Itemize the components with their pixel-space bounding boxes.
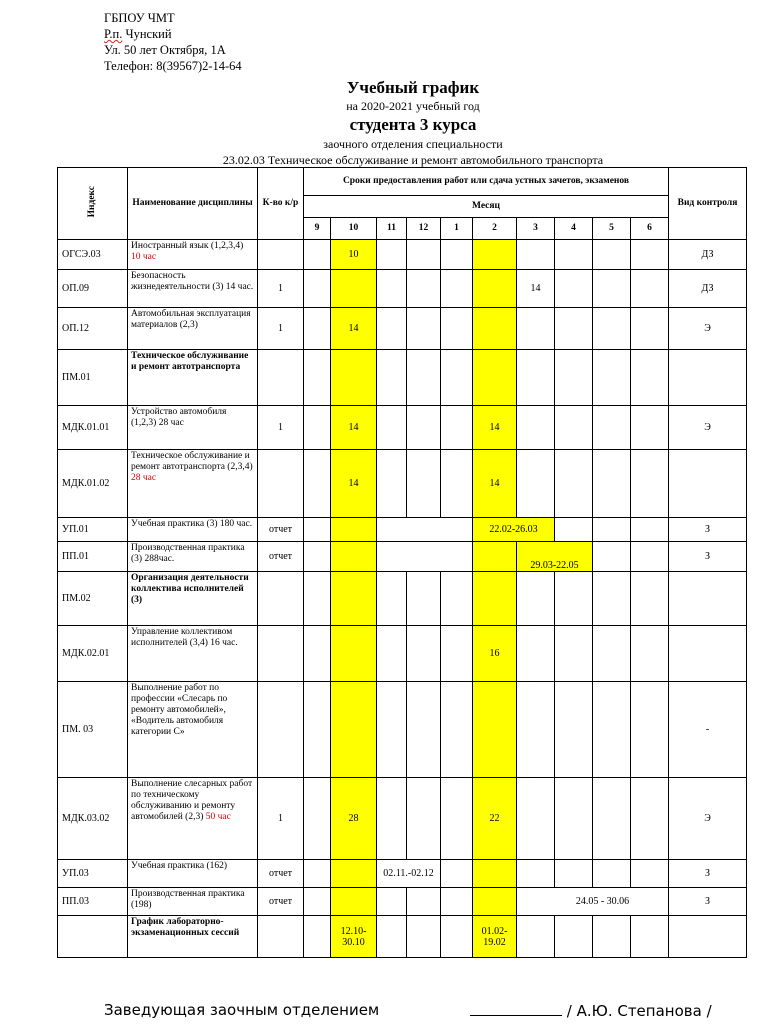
row-index: УП.03 — [58, 860, 128, 888]
row-index: МДК.01.02 — [58, 450, 128, 518]
month-header: 9 — [304, 218, 331, 240]
row-index: ПМ.02 — [58, 572, 128, 626]
row-control: - — [669, 682, 747, 778]
row-index: МДК.02.01 — [58, 626, 128, 682]
month-header: 10 — [331, 218, 377, 240]
month-header: 5 — [593, 218, 631, 240]
table-row — [58, 682, 747, 778]
table-row — [58, 450, 747, 518]
row-count: отчет — [258, 542, 304, 572]
table-row — [58, 270, 747, 308]
table-row — [58, 308, 747, 350]
row-count: отчет — [258, 888, 304, 916]
header-name: Наименование дисциплины — [128, 168, 258, 240]
row-name: Управление коллективом исполнителей (3,4) 16 час. — [128, 626, 258, 682]
cell-month-10: 28 — [331, 778, 377, 860]
doc-student: студента 3 курса — [349, 115, 477, 134]
row-name: Организация деятельности коллектива исполнителей (3) — [128, 572, 258, 626]
footer-signatory: / А.Ю. Степанова / — [562, 1002, 712, 1020]
row-name: График лабораторно-экзаменационных сессий — [128, 916, 258, 958]
organization-block — [104, 10, 242, 74]
row-index: ПП.01 — [58, 542, 128, 572]
cell-period: 22.02-26.03 — [473, 518, 555, 542]
table-row — [58, 542, 747, 572]
header-control: Вид контроля — [669, 168, 747, 240]
footer-position: Заведующая заочным отделением — [104, 1001, 380, 1019]
cell-month-2: 14 — [473, 406, 517, 450]
row-name: Автомобильная эксплуатация материалов (2,3) — [128, 308, 258, 350]
header-terms: Сроки предоставления работ или сдача устных зачетов, экзаменов — [304, 168, 669, 196]
cell-month-2: 14 — [473, 450, 517, 518]
month-header: 2 — [473, 218, 517, 240]
header-count: К-во к/р — [258, 168, 304, 240]
row-name: Производственная практика (198) — [128, 888, 258, 916]
row-control: З — [669, 542, 747, 572]
signature-line — [470, 1001, 562, 1016]
row-index: ОП.09 — [58, 270, 128, 308]
row-count: 1 — [258, 778, 304, 860]
row-name: Устройство автомобиля (1,2,3) 28 час — [128, 406, 258, 450]
row-count: отчет — [258, 518, 304, 542]
table-row — [58, 860, 747, 888]
cell-month-10: 12.10-30.10 — [331, 916, 377, 958]
row-control: З — [669, 888, 747, 916]
doc-specialty: 23.02.03 Техническое обслуживание и ремонт автомобильного транспорта — [222, 153, 604, 167]
row-count: отчет — [258, 860, 304, 888]
month-header: 1 — [441, 218, 473, 240]
row-index: ОГСЭ.03 — [58, 240, 128, 270]
table-row — [58, 518, 747, 542]
row-index: МДК.03.02 — [58, 778, 128, 860]
table-row — [58, 916, 747, 958]
row-name: Безопасность жизнедеятельности (3) 14 час. — [128, 270, 258, 308]
row-name: Техническое обслуживание и ремонт автотранспорта — [128, 350, 258, 406]
row-name: Выполнение работ по профессии «Слесарь по ремонту автомобилей», «Водитель автомобиля категории С» — [128, 682, 258, 778]
doc-title: Учебный график — [346, 78, 480, 97]
cell-month-10: 14 — [331, 450, 377, 518]
row-control: З — [669, 860, 747, 888]
table-row — [58, 778, 747, 860]
cell-month-2: 22 — [473, 778, 517, 860]
org-phone: Телефон: 8(39567)2-14-64 — [104, 59, 242, 73]
row-count: 1 — [258, 308, 304, 350]
doc-year: на 2020-2021 учебный год — [346, 99, 480, 113]
row-index: УП.01 — [58, 518, 128, 542]
month-header: 4 — [555, 218, 593, 240]
header-index: Индекс — [58, 168, 128, 240]
table-row — [58, 240, 747, 270]
month-header: 12 — [407, 218, 441, 240]
cell-month-10: 10 — [331, 240, 377, 270]
header-month: Месяц — [304, 196, 669, 218]
cell-month-2: 01.02-19.02 — [473, 916, 517, 958]
row-index: ПП.03 — [58, 888, 128, 916]
row-index: ПМ.01 — [58, 350, 128, 406]
row-control: З — [669, 518, 747, 542]
org-name: ГБПОУ ЧМТ — [104, 11, 175, 25]
row-control: Э — [669, 406, 747, 450]
table-row — [58, 888, 747, 916]
table-row — [58, 350, 747, 406]
row-index: ПМ. 03 — [58, 682, 128, 778]
row-name: Учебная практика (3) 180 час. — [128, 518, 258, 542]
month-header: 3 — [517, 218, 555, 240]
cell-month-3: 14 — [517, 270, 555, 308]
footer-signature — [470, 1001, 712, 1020]
table-row — [58, 406, 747, 450]
cell-month-10: 14 — [331, 406, 377, 450]
row-name: Производственная практика (3) 288час. — [128, 542, 258, 572]
row-index: ОП.12 — [58, 308, 128, 350]
row-control: Э — [669, 778, 747, 860]
cell-month-2: 16 — [473, 626, 517, 682]
row-index: МДК.01.01 — [58, 406, 128, 450]
row-control: ДЗ — [669, 240, 747, 270]
org-locality: Р.п. Чунский — [104, 27, 172, 41]
row-count: 1 — [258, 406, 304, 450]
table-row — [58, 572, 747, 626]
cell-period: 29.03-22.05 — [517, 542, 593, 572]
doc-department: заочного отделения специальности — [323, 137, 503, 151]
row-name: Учебная практика (162) — [128, 860, 258, 888]
row-count: 1 — [258, 270, 304, 308]
row-name: Техническое обслуживание и ремонт автотранспорта (2,3,4) 28 час — [128, 450, 258, 518]
cell-period: 02.11.-02.12 — [377, 860, 441, 888]
row-name: Иностранный язык (1,2,3,4) 10 час — [128, 240, 258, 270]
row-name: Выполнение слесарных работ по техническому обслуживанию и ремонту автомобилей (2,3) 50 час — [128, 778, 258, 860]
row-control: Э — [669, 308, 747, 350]
row-control: ДЗ — [669, 270, 747, 308]
month-header: 6 — [631, 218, 669, 240]
org-address: Ул. 50 лет Октября, 1А — [104, 43, 226, 57]
table-row — [58, 626, 747, 682]
schedule-table — [57, 167, 747, 958]
cell-month-10: 14 — [331, 308, 377, 350]
cell-period: 24.05 - 30.06 — [517, 888, 669, 916]
month-header: 11 — [377, 218, 407, 240]
